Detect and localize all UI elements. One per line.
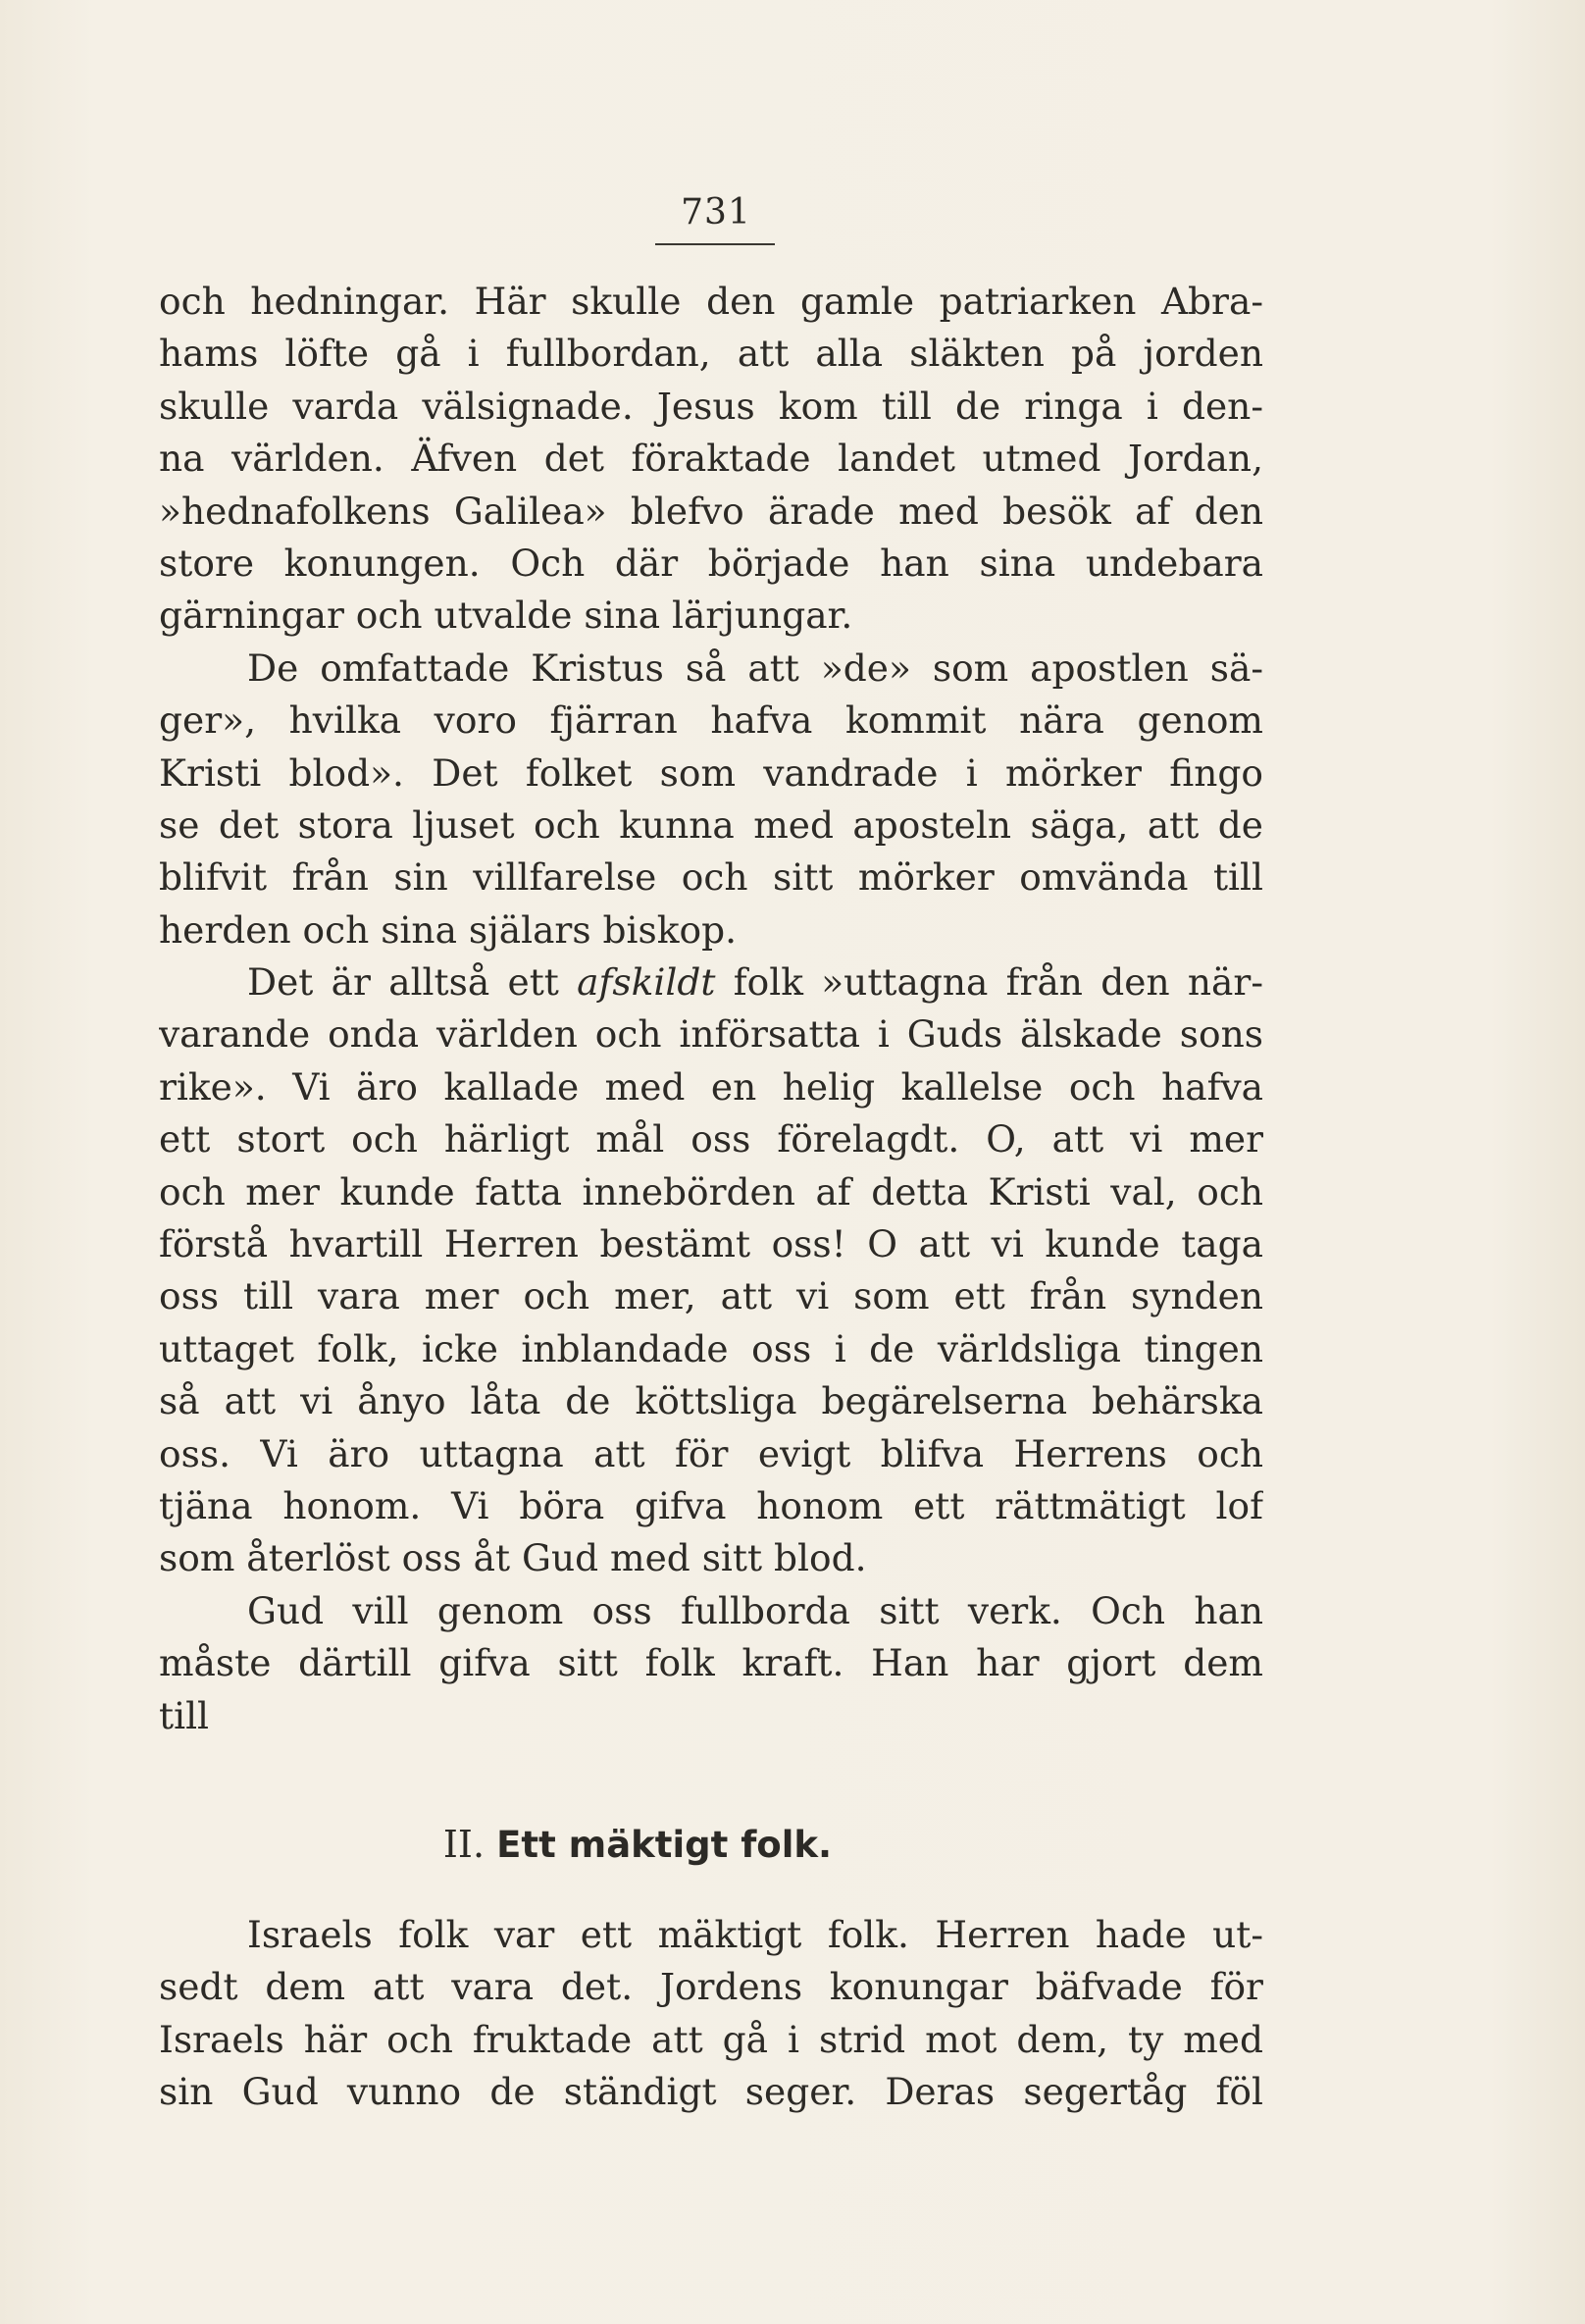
text-line: sin Gud vunno de ständigt seger. Deras segertåg föl — [159, 2070, 1263, 2114]
text-line: herden och sina själars biskop. — [159, 907, 737, 952]
text-line: gärningar och utvalde sina lärjungar. — [159, 594, 853, 638]
text-line: och mer kunde fatta innebörden af detta Kristi val, och — [159, 1169, 1263, 1214]
text-line: oss till vara mer och mer, att vi som ett från synden — [159, 1274, 1263, 1318]
text-line: som återlöst oss åt Gud med sitt blod. — [159, 1536, 867, 1580]
text-line: uttaget folk, icke inblandade oss i de världsliga tingen — [159, 1326, 1263, 1370]
text-line: förstå hvartill Herren bestämt oss! O att vi kunde taga — [159, 1222, 1263, 1266]
text-line: se det stora ljuset och kunna med aposteln säga, att de — [159, 802, 1263, 847]
paragraph-2 — [159, 643, 1263, 956]
page-number: 731 — [681, 192, 751, 232]
text-line-with-italic — [159, 956, 1263, 1008]
text-line: Israels folk var ett mäktigt folk. Herren hade ut- — [247, 1912, 1263, 1956]
section-heading — [159, 1815, 1263, 1874]
spacer — [159, 1742, 1263, 1815]
text-line: »hednafolkens Galilea» blefvo ärade med besök af den — [159, 489, 1263, 533]
text-line: skulle varda välsignade. Jesus kom till de ringa i den- — [159, 384, 1263, 428]
section-numeral: II. — [442, 1822, 486, 1866]
text-line: De omfattade Kristus så att »de» som apostlen sä- — [247, 646, 1263, 690]
text-line: hams löfte gå i fullbordan, att alla släkten på jorden — [159, 332, 1263, 376]
text-line: ger», hvilka voro fjärran hafva kommit nära genom — [159, 698, 1263, 743]
text-line: store konungen. Och där började han sina undebara — [159, 541, 1263, 585]
text-line: måste därtill gifva sitt folk kraft. Han har gjort dem — [159, 1641, 1263, 1685]
text-line: sedt dem att vara det. Jordens konungar bäfvade för — [159, 1965, 1263, 2009]
text-line: Kristi blod». Det folket som vandrade i mörker fingo — [159, 750, 1263, 795]
section-title: Ett mäktigt folk. — [496, 1823, 833, 1866]
spacer — [159, 1874, 1263, 1909]
body-text — [159, 276, 1263, 2119]
text-line: och hedningar. Här skulle den gamle patriarken Abra- — [159, 280, 1263, 323]
text-line: varande onda världen och införsatta i Guds älskade sons — [159, 1012, 1263, 1057]
page-number-rule — [655, 243, 775, 245]
italic-word: afskildt — [577, 960, 716, 1005]
text-line: till — [159, 1693, 210, 1737]
text-line: oss. Vi äro uttagna att för evigt blifva Herrens och — [159, 1431, 1263, 1475]
text-line: ett stort och härligt mål oss förelagdt. O, att vi mer — [159, 1117, 1263, 1162]
text-line: blifvit från sin villfarelse och sitt mörker omvända till — [159, 855, 1263, 900]
paragraph-4 — [159, 1585, 1263, 1742]
paragraph-1 — [159, 276, 1263, 643]
paragraph-5 — [159, 1909, 1263, 2119]
text-line: rike». Vi äro kallade med en helig kallelse och hafva — [159, 1064, 1263, 1109]
paragraph-3 — [159, 956, 1263, 1585]
text-line: så att vi ånyo låta de köttsliga begärelserna behärska — [159, 1379, 1263, 1423]
text-segment: folk »uttagna från den när- — [733, 960, 1263, 1005]
text-line: tjäna honom. Vi böra gifva honom ett rättmätigt lof — [159, 1483, 1263, 1527]
text-segment: Det är alltså ett — [247, 960, 559, 1005]
text-line: na världen. Äfven det föraktade landet utmed Jordan, — [159, 437, 1263, 481]
text-line: Israels här och fruktade att gå i strid mot dem, ty med — [159, 2017, 1263, 2061]
text-line: Gud vill genom oss fullborda sitt verk. Och han — [247, 1588, 1263, 1632]
